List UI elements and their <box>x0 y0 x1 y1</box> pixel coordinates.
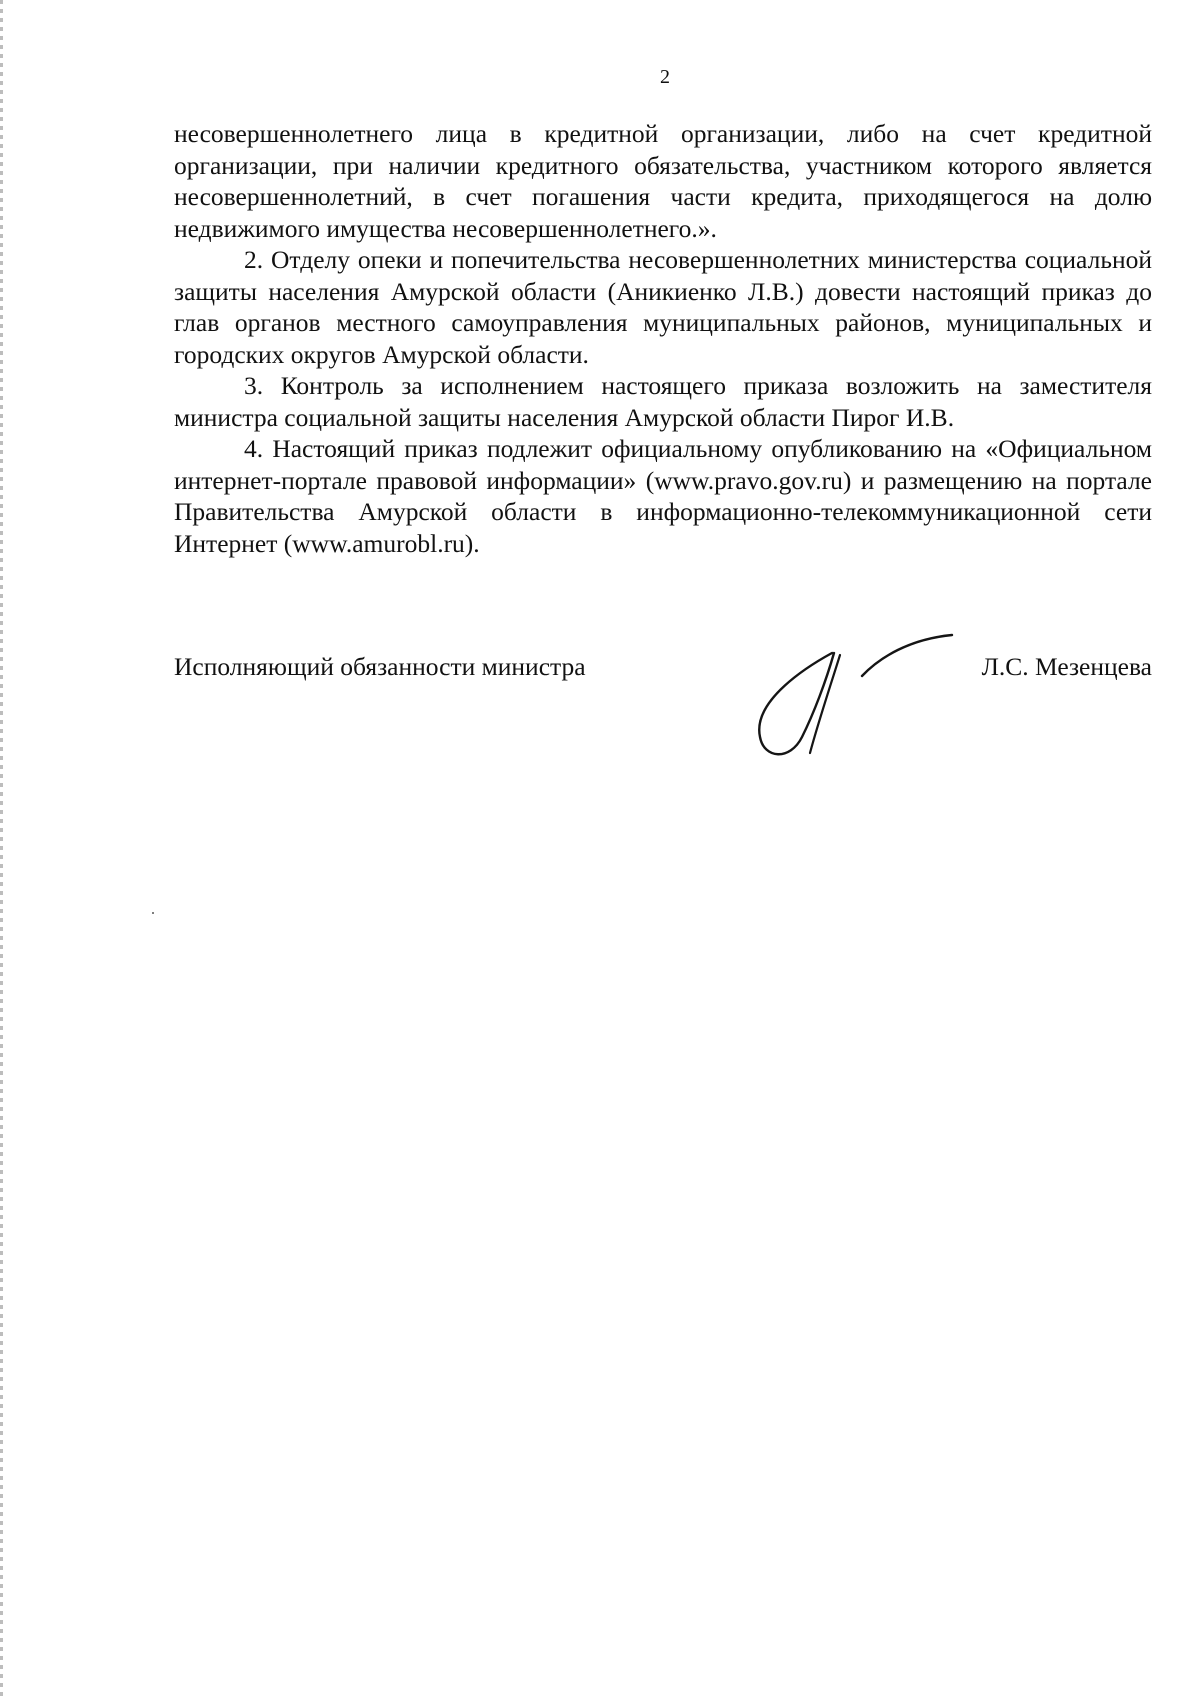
scan-speck <box>152 912 154 914</box>
paragraph-item-4: 4. Настоящий приказ подлежит официальному опубликованию на «Официальном интернет-портале правовой информации» (www.pravo.gov.ru) и размещению на портале Правительства Амурской области в информационно-телекоммуникационной сети Интернет (www.amurobl.ru). <box>174 434 1152 558</box>
paragraph-continuation: несовершеннолетнего лица в кредитной организации, либо на счет кредитной организации, при наличии кредитного обязательства, участником которого является несовершеннолетний, в счет погашения части кредита, приходящегося на долю недвижимого имущества несовершеннолетнего.». <box>174 119 1152 243</box>
signature-second-stroke <box>810 655 840 753</box>
signature-tail-stroke <box>862 635 952 676</box>
page-number: 2 <box>660 66 670 88</box>
signer-name: Л.С. Мезенцева <box>981 652 1152 681</box>
signature-loop-stroke <box>759 653 834 754</box>
paragraph-item-3: 3. Контроль за исполнением настоящего приказа возложить на заместителя министра социальной защиты населения Амурской области Пирог И.В. <box>174 371 1152 432</box>
paragraph-item-2: 2. Отделу опеки и попечительства несовершеннолетних министерства социальной защиты населения Амурской области (Аникиенко Л.В.) довести настоящий приказ до глав органов местного самоуправления муниципальных районов, муниципальных и городских округов Амурской области. <box>174 245 1152 369</box>
document-body <box>174 118 1152 559</box>
signer-role: Исполняющий обязанности министра <box>174 652 586 681</box>
handwritten-signature <box>740 625 960 765</box>
scan-edge <box>0 0 3 1697</box>
